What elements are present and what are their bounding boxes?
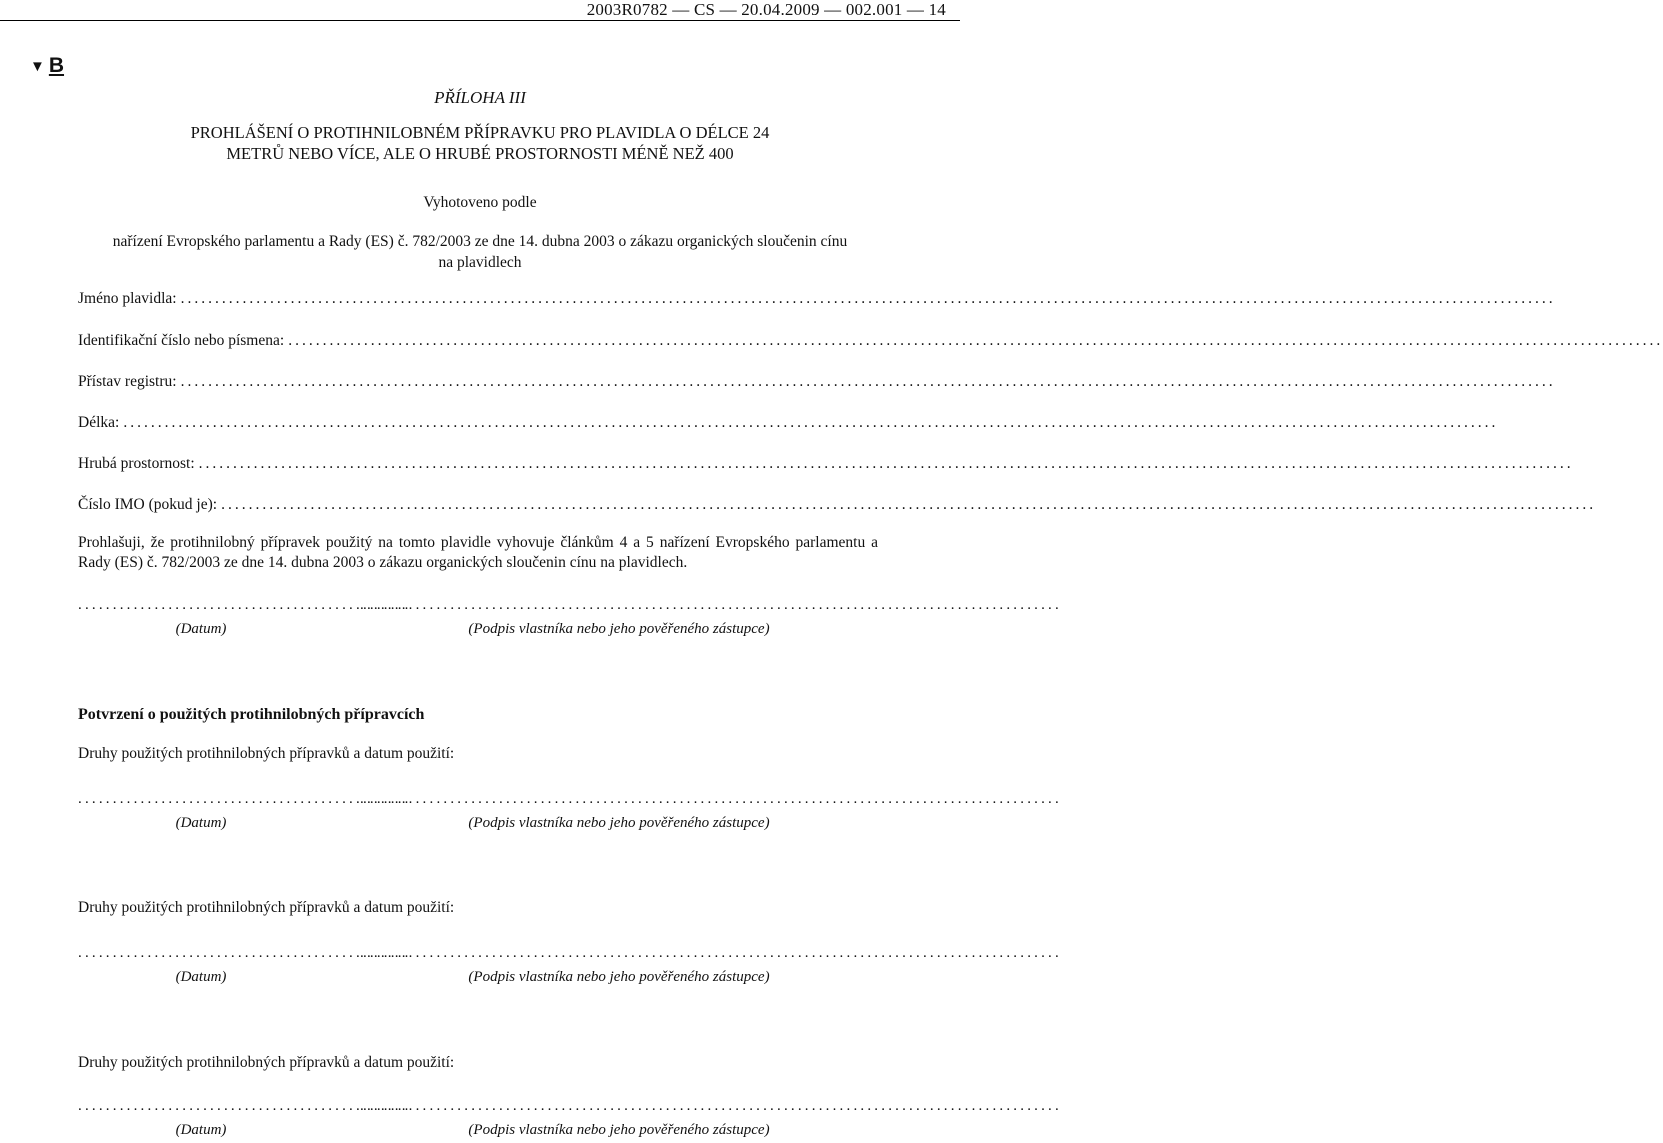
declaration-text: Prohlašuji, že protihnilobný přípravek použitý na tomto plavidle vyhovuje článkům 4 a 5 nařízení Evropského parlamentu a Rady (ES) č. 782/2003 ze dne 14. dubna 2003 o zákazu organických sloučenin cínu na plavidlech. bbox=[78, 534, 878, 571]
field-label: Délka: bbox=[78, 414, 120, 431]
amendment-marker bbox=[30, 54, 64, 78]
field-port-of-registry[interactable] bbox=[78, 373, 1556, 395]
fill-in-dots: ........................................................................................................................................................................................................ bbox=[221, 496, 1597, 513]
fill-in-dots: ........................................................................................................................................................................................................ bbox=[180, 290, 1556, 307]
date-caption: (Datum) bbox=[175, 815, 227, 831]
signature-block-2-sign[interactable] bbox=[360, 791, 1062, 832]
fill-in-dots: ........................................................................................................................................................................................................ bbox=[180, 373, 1556, 390]
signature-block-2-date[interactable] bbox=[78, 791, 412, 832]
field-label: Jméno plavidla: bbox=[78, 290, 177, 307]
marker-letter: B bbox=[48, 54, 65, 77]
field-vessel-name[interactable] bbox=[78, 290, 1556, 312]
title-line-1: PROHLÁŠENÍ O PROTIHNILOBNÉM PŘÍPRAVKU PRO PLAVIDLA O DÉLCE 24 bbox=[190, 123, 770, 142]
signature-block-4-sign[interactable] bbox=[360, 1098, 1062, 1139]
field-identification[interactable] bbox=[78, 332, 1663, 354]
entry-2-label: Druhy použitých protihnilobných přípravků a datum použití: bbox=[78, 899, 455, 916]
signature-caption: (Podpis vlastníka nebo jeho pověřeného zástupce) bbox=[468, 621, 770, 637]
confirmation-heading: Potvrzení o použitých protihnilobných přípravcích bbox=[78, 706, 425, 723]
field-label: Identifikační číslo nebo písmena: bbox=[78, 332, 285, 349]
date-caption: (Datum) bbox=[175, 1122, 227, 1138]
date-caption: (Datum) bbox=[175, 621, 227, 637]
fill-in-dots: ........................................................................................................................................................................................................ bbox=[198, 455, 1574, 472]
date-dots: ................................................ bbox=[78, 597, 412, 613]
date-dots: ................................................ bbox=[78, 791, 412, 807]
fill-in-dots: ........................................................................................................................................................................................................ bbox=[288, 332, 1663, 349]
signature-caption: (Podpis vlastníka nebo jeho pověřeného zástupce) bbox=[468, 1122, 770, 1138]
signature-dots: ..................................................................................................... bbox=[360, 791, 1062, 807]
field-label: Číslo IMO (pokud je): bbox=[78, 496, 218, 513]
issued-regulation-end: na plavidlech bbox=[438, 254, 522, 271]
annex-title: PŘÍLOHA III bbox=[434, 88, 526, 107]
header-rule bbox=[0, 20, 960, 21]
date-caption: (Datum) bbox=[175, 969, 227, 985]
signature-block-3-date[interactable] bbox=[78, 945, 412, 986]
issued-intro: Vyhotoveno podle bbox=[423, 194, 537, 211]
signature-dots: ..................................................................................................... bbox=[360, 1098, 1062, 1114]
signature-block-4-date[interactable] bbox=[78, 1098, 412, 1139]
document-title bbox=[60, 122, 900, 164]
date-dots: ................................................ bbox=[78, 1098, 412, 1114]
signature-caption: (Podpis vlastníka nebo jeho pověřeného zástupce) bbox=[468, 969, 770, 985]
signature-block-1-sign[interactable] bbox=[360, 597, 1062, 638]
signature-block-1-date[interactable] bbox=[78, 597, 412, 638]
signature-dots: ..................................................................................................... bbox=[360, 597, 1062, 613]
page-header: 2003R0782 — CS — 20.04.2009 — 002.001 — 14 bbox=[586, 0, 946, 19]
title-line-2: METRŮ NEBO VÍCE, ALE O HRUBÉ PROSTORNOSTI MÉNĚ NEŽ 400 bbox=[226, 144, 734, 163]
entry-3-label: Druhy použitých protihnilobných přípravků a datum použití: bbox=[78, 1054, 455, 1071]
fill-in-dots: ........................................................................................................................................................................................................ bbox=[123, 414, 1499, 431]
issued-regulation: nařízení Evropského parlamentu a Rady (ES) č. 782/2003 ze dne 14. dubna 2003 o zákazu organických sloučenin cínu bbox=[112, 233, 848, 250]
signature-caption: (Podpis vlastníka nebo jeho pověřeného zástupce) bbox=[468, 815, 770, 831]
signature-block-3-sign[interactable] bbox=[360, 945, 1062, 986]
field-label: Hrubá prostornost: bbox=[78, 455, 195, 472]
field-gross-tonnage[interactable] bbox=[78, 455, 1574, 477]
triangle-down-icon: ▼ bbox=[30, 59, 45, 75]
field-imo-number[interactable] bbox=[78, 496, 1597, 518]
entry-1-label: Druhy použitých protihnilobných přípravků a datum použití: bbox=[78, 745, 455, 762]
signature-dots: ..................................................................................................... bbox=[360, 945, 1062, 961]
date-dots: ................................................ bbox=[78, 945, 412, 961]
field-length[interactable] bbox=[78, 414, 1499, 436]
field-label: Přístav registru: bbox=[78, 373, 177, 390]
